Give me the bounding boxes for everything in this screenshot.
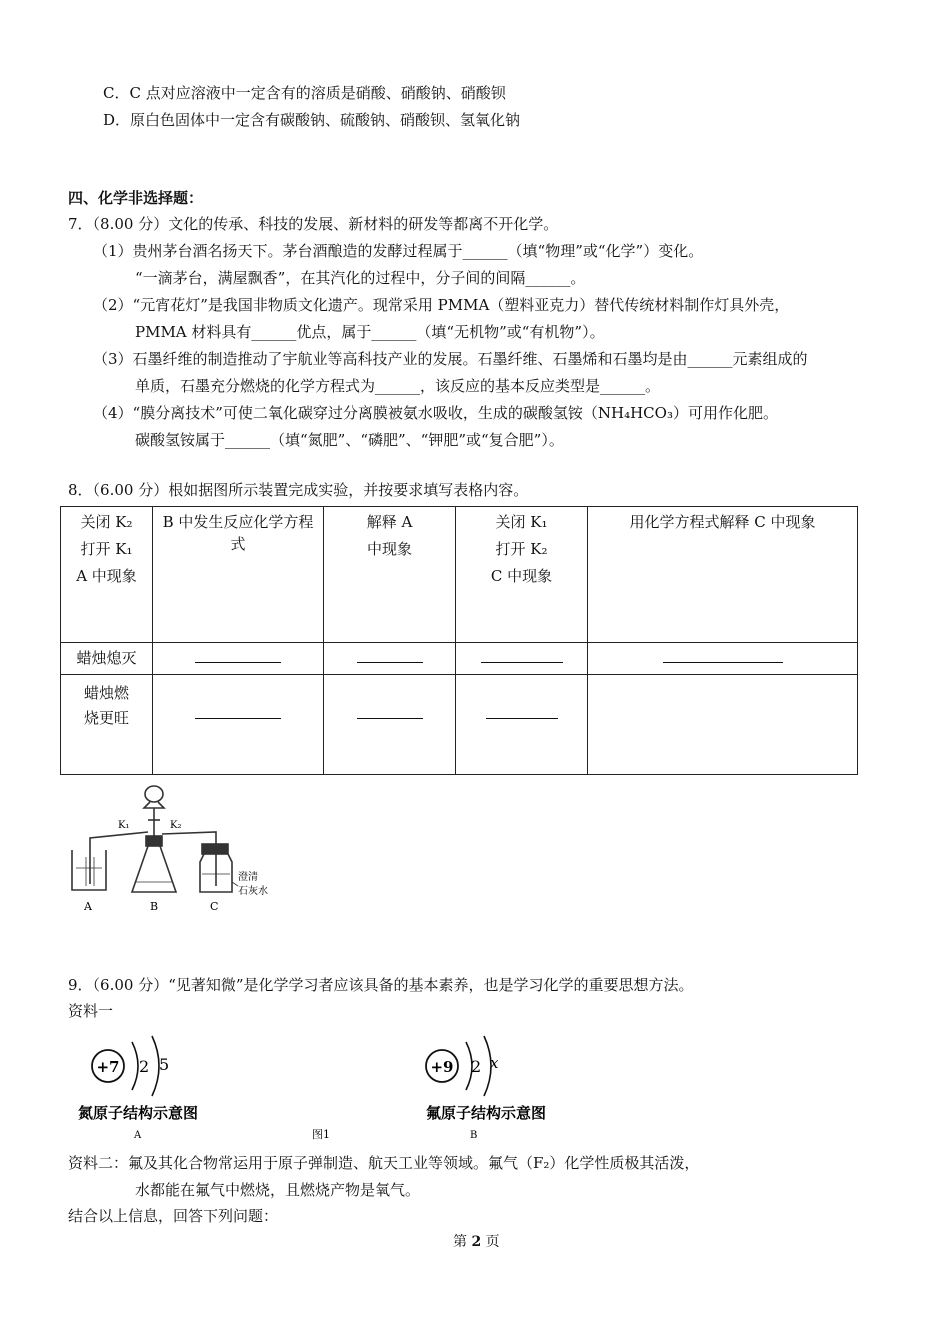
q9-resource2-line2: 水都能在氟气中燃烧，且燃烧产物是氧气。 [135, 1181, 421, 1199]
nitrogen-shell1: 2 [139, 1057, 150, 1076]
row1-answer-a [324, 643, 456, 675]
table-row [61, 643, 858, 675]
nitrogen-nucleus: +7 [96, 1058, 120, 1076]
label-a: A [84, 900, 92, 913]
table-header-row [61, 507, 858, 643]
option-d: D．原白色固体中一定含有碳酸钠、硫酸钠、硝酸钡、氢氧化钠 [103, 111, 521, 129]
option-c: C．C 点对应溶液中一定含有的溶质是硝酸、硝酸钠、硝酸钡 [103, 84, 506, 102]
q9-resource1: 资料一 [68, 1002, 114, 1020]
header-col1: 关闭 K₂ 打开 K₁ A 中现象 [61, 507, 153, 643]
page-number: 2 [471, 1234, 482, 1250]
row2-answer-c [456, 675, 588, 775]
q7-part1-line2: “一滴茅台，满屋飘香”，在其汽化的过程中，分子间的间隔______。 [135, 269, 586, 287]
label-limewater-2: 石灰水 [238, 886, 268, 897]
row1-answer-eq [588, 643, 858, 675]
fluorine-atom-diagram [426, 1036, 546, 1141]
q9-ask: 结合以上信息，回答下列问题： [68, 1207, 279, 1225]
nitrogen-atom-diagram [78, 1036, 198, 1141]
experiment-table [60, 506, 858, 775]
k2-label: K₂ [170, 820, 182, 831]
label-limewater-1: 澄清 [238, 872, 258, 883]
fluorine-shell2: x [490, 1054, 499, 1072]
row1-answer-c [456, 643, 588, 675]
q7-part1-line1: （1）贵州茅台酒名扬天下。茅台酒酿造的发酵过程属于______（填“物理”或“化学”）变化。 [93, 242, 704, 260]
q7-part2-line1: （2）“元宵花灯”是我国非物质文化遗产。现常采用 PMMA（塑料亚克力）替代传统材料制作灯具外壳， [93, 296, 790, 314]
q7-part4-line1: （4）“膜分离技术”可使二氧化碳穿过分离膜被氨水吸收，生成的碳酸氢铵（NH₄HCO₃）可用作化肥。 [93, 404, 778, 422]
q7-part4-line2: 碳酸氢铵属于______（填“氮肥”、“磷肥”、“钾肥”或“复合肥”）。 [135, 431, 564, 449]
q7-part3-line2: 单质，石墨充分燃烧的化学方程式为______，该反应的基本反应类型是______。 [135, 377, 661, 395]
row2-label: 蜡烛燃 烧更旺 [61, 675, 153, 775]
row2-answer-a [324, 675, 456, 775]
nitrogen-caption: 氮原子结构示意图 [78, 1104, 199, 1122]
atom-structure-figure [70, 1030, 590, 1145]
q7-part2-line2: PMMA 材料具有______优点，属于______（填“无机物”或“有机物”）。 [135, 323, 605, 341]
label-b: B [150, 900, 159, 913]
q7-stem: 7．（8.00 分）文化的传承、科技的发展、新材料的研发等都离不开化学。 [68, 215, 559, 233]
section-title: 四、化学非选择题： [68, 189, 204, 207]
nitrogen-shell2: 5 [159, 1055, 170, 1074]
header-col4: 关闭 K₁ 打开 K₂ C 中现象 [456, 507, 588, 643]
page-footer: 第 2 页 [453, 1234, 500, 1250]
figure-letter-a: A [134, 1130, 142, 1141]
header-col3: 解释 A 中现象 [324, 507, 456, 643]
q7-part3-line1: （3）石墨纤维的制造推动了宇航业等高科技产业的发展。石墨纤维、石墨烯和石墨均是由______元素组成的 [93, 350, 808, 368]
q9-resource2-line1: 资料二：氟及其化合物常运用于原子弹制造、航天工业等领域。氟气（F₂）化学性质极其活泼， [68, 1154, 700, 1172]
row1-answer-b [153, 643, 324, 675]
k1-label: K₁ [118, 820, 130, 831]
fluorine-nucleus: +9 [430, 1058, 454, 1076]
apparatus-figure [66, 782, 296, 917]
fluorine-caption: 氟原子结构示意图 [426, 1104, 547, 1122]
figure-caption: 图1 [312, 1128, 330, 1141]
label-c: C [210, 900, 219, 913]
q9-stem: 9．（6.00 分）“见著知微”是化学学习者应该具备的基本素养，也是学习化学的重要思想方法。 [68, 976, 694, 994]
header-col2: B 中发生反应化学方程式 [153, 507, 324, 643]
fluorine-shell1: 2 [471, 1057, 482, 1076]
row2-answer-eq [588, 675, 858, 775]
figure-letter-b: B [470, 1130, 478, 1141]
q8-stem: 8．（6.00 分）根如据图所示装置完成实验，并按要求填写表格内容。 [68, 481, 529, 499]
header-col5: 用化学方程式解释 C 中现象 [588, 507, 858, 643]
row1-label: 蜡烛熄灭 [61, 643, 153, 675]
table-row [61, 675, 858, 775]
row2-answer-b [153, 675, 324, 775]
